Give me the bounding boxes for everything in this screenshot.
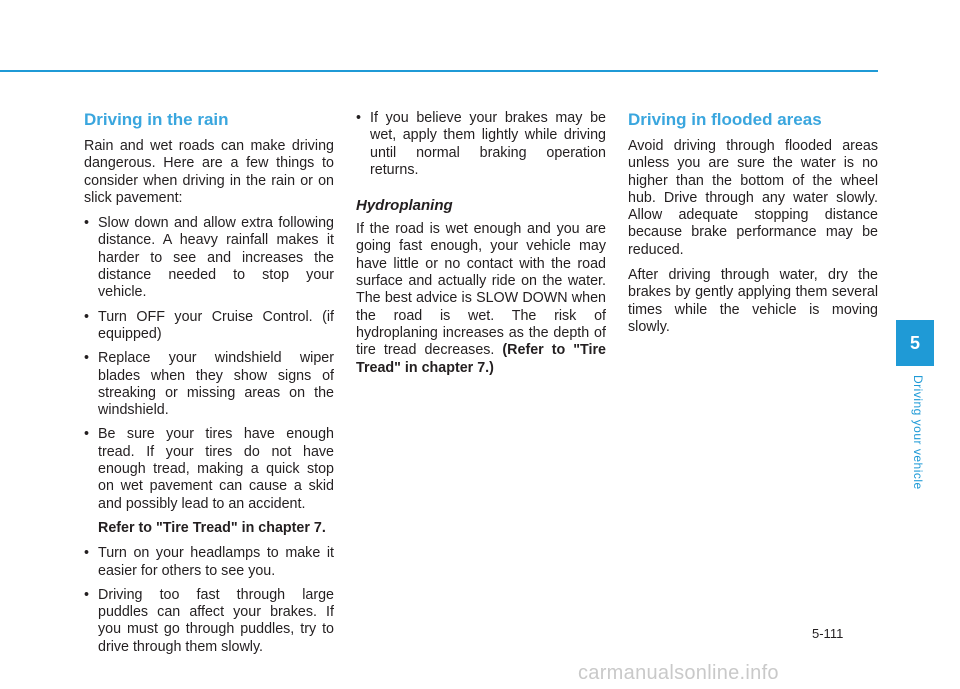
list-item	[84, 215, 334, 301]
list-item	[84, 426, 334, 512]
tire-tread-reference: Refer to "Tire Tread" in chapter 7.	[98, 519, 326, 536]
hydroplaning-reference: (Refer to "Tire Tread" in chapter 7.)	[356, 342, 606, 376]
bullet-glyph: •	[356, 110, 362, 126]
list-item	[84, 309, 334, 344]
list-item	[356, 110, 606, 179]
list-item	[84, 350, 334, 419]
list-item	[84, 545, 334, 580]
heading-flooded-areas: Driving in flooded areas	[628, 110, 822, 129]
column-right	[628, 110, 878, 344]
chapter-tab: 5	[896, 320, 934, 366]
intro-paragraph: Rain and wet roads can make driving dangerous. Here are a few things to consider when driving in the rain or on slick pavement:	[84, 138, 334, 206]
bullet-glyph: •	[84, 545, 90, 562]
list-item	[84, 587, 334, 656]
heading-driving-in-rain: Driving in the rain	[84, 110, 229, 129]
list-item-text: Replace your windshield wiper blades when they show signs of streaking or missing areas on the windshield.	[98, 350, 334, 419]
page-number: 5-111	[812, 626, 844, 641]
rain-tips-list-continued	[84, 545, 334, 656]
list-item-text: Be sure your tires have enough tread. If your tires do not have enough tread, making a quick stop on wet pavement can cause a skid and possibly lead to an accident.	[98, 426, 334, 512]
hydroplaning-text: If the road is wet enough and you are going fast enough, your vehicle may have little or no contact with the road surface and actually ride on the water. The best advice is SLOW DOWN when the road is wet. The risk of hydroplaning increases as the depth of tire tread decreases.	[356, 221, 606, 359]
bullet-glyph: •	[84, 426, 90, 443]
list-item-text: If you believe your brakes may be wet, apply them lightly while driving until normal braking operation returns.	[370, 110, 606, 178]
brakes-wet-list	[356, 110, 606, 179]
watermark-text: carmanualsonline.info	[578, 662, 779, 684]
rain-tips-list	[84, 215, 334, 513]
bullet-glyph: •	[84, 586, 90, 603]
list-item-text: Turn OFF your Cruise Control. (if equipped)	[98, 308, 334, 342]
column-middle	[356, 110, 606, 385]
flooded-paragraph-1: Avoid driving through flooded areas unless you are sure the water is no higher than the bottom of the wheel hub. Drive through any water slowly. Allow adequate stopping distance because brake performance may be reduced.	[628, 138, 878, 258]
bullet-glyph: •	[84, 350, 90, 367]
list-item-text: Slow down and allow extra following distance. A heavy rainfall makes it harder to see and increases the distance needed to stop your vehicle.	[98, 215, 334, 301]
heading-hydroplaning: Hydroplaning	[356, 197, 453, 215]
column-left	[84, 110, 334, 664]
top-rule	[0, 70, 878, 72]
list-item-text: Turn on your headlamps to make it easier for others to see you.	[98, 545, 334, 579]
flooded-paragraph-2: After driving through water, dry the brakes by gently applying them several times while the vehicle is moving slowly.	[628, 267, 878, 335]
bullet-glyph: •	[84, 215, 90, 232]
chapter-label: Driving your vehicle	[911, 375, 925, 490]
list-item-text: Driving too fast through large puddles can affect your brakes. If you must go through puddles, try to drive through them slowly.	[98, 586, 334, 655]
bullet-glyph: •	[84, 308, 90, 325]
hydroplaning-paragraph	[356, 221, 606, 377]
